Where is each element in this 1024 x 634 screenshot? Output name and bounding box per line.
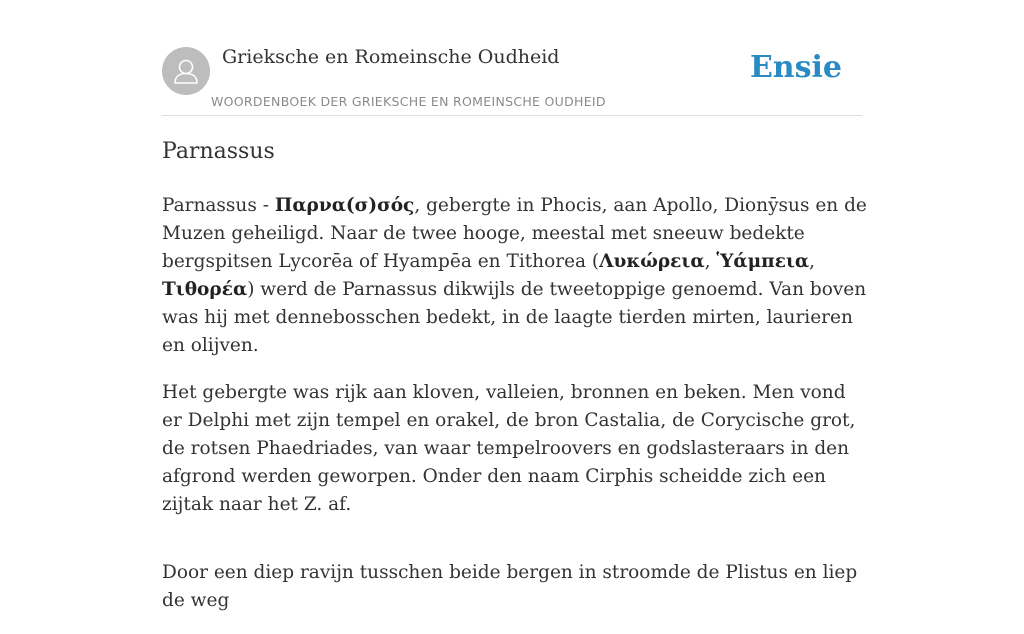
entry-title: Parnassus [162,139,275,164]
avatar[interactable] [162,47,210,95]
entry-content [162,192,867,634]
text-segment: ) werd de Parnassus dikwijls de tweetoppige genoemd. Van boven was hij met dennebosschen bedekt, in de laagte tierden mirten, laurieren en olijven. [162,279,867,356]
ensie-logo-link[interactable]: Ensie [749,50,842,85]
header [162,0,862,116]
text-segment: , [809,251,816,272]
paragraph-1 [162,192,867,360]
source-title[interactable]: Grieksche en Romeinsche Oudheid [222,46,560,68]
text-segment: Parnassus - [162,195,275,216]
user-icon [162,47,210,95]
paragraph-2: Het gebergte was rijk aan kloven, valleien, bronnen en beken. Men vond er Delphi met zijn tempel en orakel, de bron Castalia, de Corycische grot, de rotsen Phaedriades, van waar tempelroovers en godslasteraars in den afgrond werden geworpen. Onder den naam Cirphis scheidde zich een zijtak naar het Z. af. [162,382,856,515]
greek-term: Ὑάμπεια [716,251,810,272]
paragraph-3: Door een diep ravijn tusschen beide bergen in stroomde de Plistus en liep de weg [162,562,858,611]
text-segment: , [704,251,717,272]
greek-term: Παρνα(σ)σός [274,195,415,216]
source-subtitle: WOORDENBOEK DER GRIEKSCHE EN ROMEINSCHE OUDHEID [211,94,606,109]
greek-term: Λυκώρεια [599,251,705,272]
text-segment: , gebergte in Phocis, aan Apollo, Dionȳsus en de Muzen geheiligd. Naar de twee hooge, meestal met sneeuw bedekte bergspitsen Lycorēa of Hyampēa en Tithorea ( [162,195,867,272]
greek-term: Τιθορέα [162,279,248,300]
